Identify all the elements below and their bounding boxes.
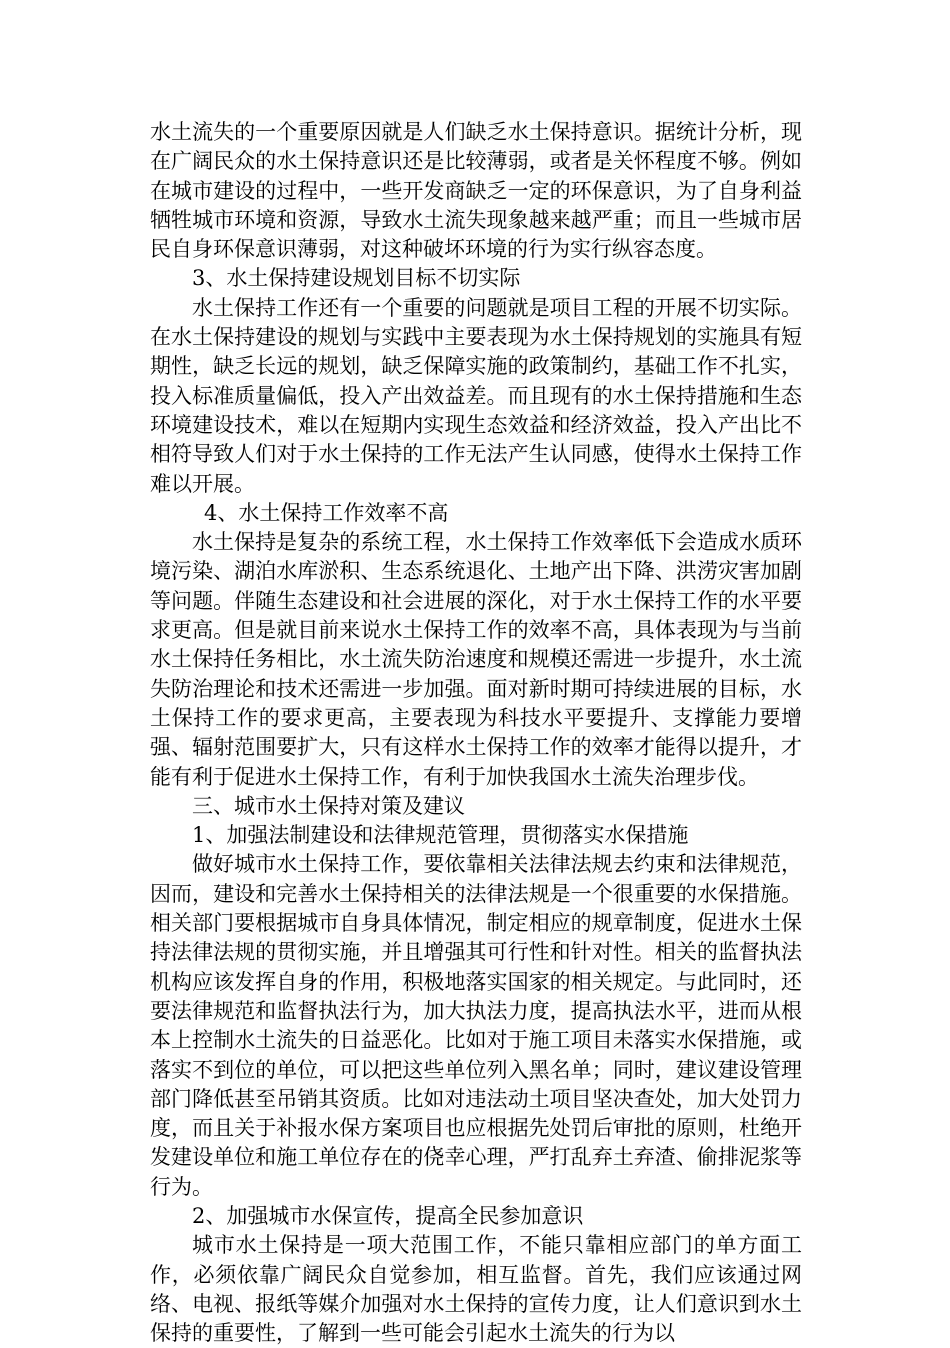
heading-planning-goals: 3、水土保持建设规划目标不切实际 — [192, 266, 521, 291]
paragraph-legal-system: 做好城市水土保持工作，要依靠相关法律法规去约束和法律规范，因而，建设和完善水土保持相关的法律法规是一个很重要的水保措施。相关部门要根据城市自身具体情况，制定相应的规章制度，促进水土保持法律法规的贯彻实施，并且增强其可行性和针对性。相关的监督执法机构应该发挥自身的作用，积极地落实国家的相关规定。与此同时，还要法律规范和监督执法行为，加大执法力度，提高执法水平，进而从根本上控制水土流失的日益恶化。比如对于施工项目未落实水保措施，或落实不到位的单位，可以把这些单位列入黑名单；同时，建议建设管理部门降低甚至吊销其资质。比如对违法动土项目坚决查处，加大处罚力度，而且关于补报水保方案项目也应根据先处罚后审批的原则，杜绝开发建设单位和施工单位存在的侥幸心理，严打乱弃土弃渣、偷排泥浆等行为。 — [150, 852, 802, 1199]
heading-efficiency: 4、水土保持工作效率不高 — [204, 500, 449, 525]
paragraph-cause-awareness: 水土流失的一个重要原因就是人们缺乏水土保持意识。据统计分析，现在广阔民众的水土保持意识还是比较薄弱，或者是关怀程度不够。例如在城市建设的过程中，一些开发商缺乏一定的环保意识，为了自身利益牺牲城市环境和资源，导致水土流失现象越来越严重；而且一些城市居民自身环保意识薄弱，对这种破坏环境的行为实行纵容态度。 — [150, 120, 802, 262]
paragraph-efficiency: 水土保持是复杂的系统工程，水土保持工作效率低下会造成水质环境污染、湖泊水库淤积、生态系统退化、土地产出下降、洪涝灾害加剧等问题。伴随生态建设和社会进展的深化，对于水土保持工作的水平要求更高。但是就目前来说水土保持工作的效率不高，具体表现为与当前水土保持任务相比，水土流失防治速度和规模还需进一步提升，水土流失防治理论和技术还需进一步加强。面对新时期可持续进展的目标，水土保持工作的要求更高，主要表现为科技水平要提升、支撑能力要增强、辐射范围要扩大，只有这样水土保持工作的效率才能得以提升，才能有利于促进水土保持工作，有利于加快我国水土流失治理步伐。 — [150, 530, 802, 789]
heading-legal-system: 1、加强法制建设和法律规范管理，贯彻落实水保措施 — [192, 823, 689, 848]
document-page — [150, 118, 802, 1348]
heading-countermeasures: 三、城市水土保持对策及建议 — [192, 793, 465, 818]
heading-publicity: 2、加强城市水保宣传，提高全民参加意识 — [192, 1203, 584, 1228]
paragraph-publicity: 城市水土保持是一项大范围工作，不能只靠相应部门的单方面工作，必须依靠广阔民众自觉参加，相互监督。首先，我们应该通过网络、电视、报纸等媒介加强对水土保持的宣传力度，让人们意识到水土保持的重要性，了解到一些可能会引起水土流失的行为以 — [150, 1233, 802, 1346]
paragraph-planning-goals: 水土保持工作还有一个重要的问题就是项目工程的开展不切实际。在水土保持建设的规划与实践中主要表现为水土保持规划的实施具有短期性，缺乏长远的规划，缺乏保障实施的政策制约，基础工作不扎实，投入标准质量偏低，投入产出效益差。而且现有的水土保持措施和生态环境建设技术，难以在短期内实现生态效益和经济效益，投入产出比不相符导致人们对于水土保持的工作无法产生认同感，使得水土保持工作难以开展。 — [150, 295, 802, 496]
